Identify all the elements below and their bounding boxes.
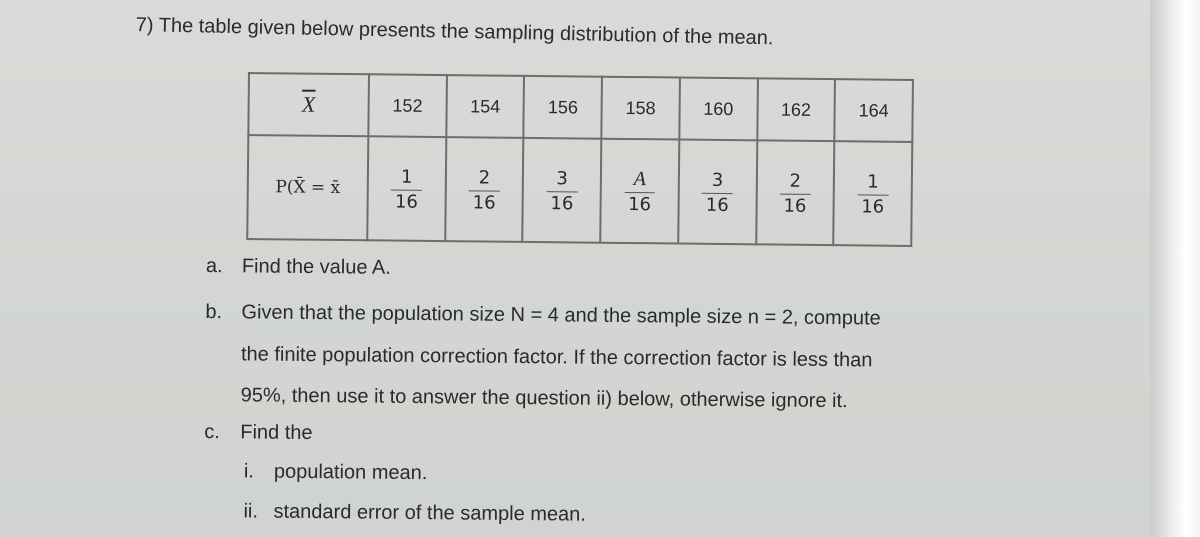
x-value-cell: 160 [679, 78, 757, 141]
part-a [206, 255, 391, 280]
fraction [702, 171, 733, 214]
part-c-i-text: population mean. [273, 460, 428, 485]
fraction [546, 167, 577, 214]
fraction-denominator: 16 [394, 191, 419, 213]
probability-cell [523, 138, 602, 243]
probability-cell [445, 137, 524, 242]
fraction [624, 168, 655, 213]
question-title: 7) The table given below presents the sampling distribution of the mean. [135, 14, 774, 50]
sampling-distribution-table [246, 72, 914, 247]
x-value-cell: 158 [601, 77, 679, 140]
x-header-cell: $\overline{X}$ [248, 73, 369, 136]
part-b-line-1 [205, 301, 880, 330]
x-values-row [248, 73, 913, 142]
fraction-denominator: 16 [705, 194, 729, 216]
probability-header-cell: P(X̄ = x̄ [247, 135, 368, 240]
probability-cell [678, 140, 757, 245]
probability-cell [833, 141, 912, 246]
part-c-ii-text: standard error of the sample mean. [273, 500, 587, 526]
x-value-cell: 164 [835, 79, 913, 142]
fraction-numerator: 2 [789, 170, 802, 192]
part-c-ii [243, 500, 586, 526]
part-c-marker: c. [204, 420, 220, 444]
part-c-i [244, 460, 428, 485]
probability-cell [367, 136, 446, 241]
fraction-denominator: 16 [861, 195, 885, 218]
fraction [857, 170, 888, 218]
probability-cell [756, 140, 835, 245]
part-b-line-2: the finite population correction factor. If the correction factor is less than [240, 343, 873, 372]
part-b-text-1: Given that the population size N = 4 and the sample size n = 2, compute [241, 301, 881, 330]
page-edge [1150, 0, 1200, 537]
x-value-cell: 156 [524, 76, 602, 139]
fraction [391, 168, 422, 211]
probability-row [247, 135, 912, 246]
x-value-cell: 162 [757, 78, 835, 141]
fraction-denominator: 16 [550, 192, 574, 214]
fraction-numerator: 1 [400, 166, 413, 188]
part-c-i-marker: i. [243, 460, 255, 483]
x-value-cell: 152 [368, 74, 446, 137]
x-value-cell: 154 [446, 75, 524, 138]
fraction-denominator: 16 [783, 195, 807, 217]
fraction-numerator: 1 [867, 170, 879, 193]
fraction-numerator: 3 [711, 169, 724, 191]
fraction-denominator: 16 [628, 193, 652, 215]
fraction [779, 172, 810, 215]
probability-cell [600, 139, 679, 244]
part-a-text: Find the value A. [241, 255, 391, 279]
fraction-denominator: 16 [472, 191, 496, 214]
part-b-line-3: 95%, then use it to answer the question ii) below, otherwise ignore it. [240, 384, 848, 413]
fraction [469, 166, 500, 214]
part-c [204, 421, 312, 445]
fraction-numerator: 3 [556, 167, 568, 189]
part-a-marker: a. [205, 255, 223, 278]
part-c-text: Find the [240, 421, 313, 445]
fraction-numerator: 2 [478, 166, 491, 189]
fraction-numerator: A [633, 167, 647, 190]
part-c-ii-marker: ii. [243, 500, 259, 523]
part-b-marker: b. [205, 300, 223, 324]
